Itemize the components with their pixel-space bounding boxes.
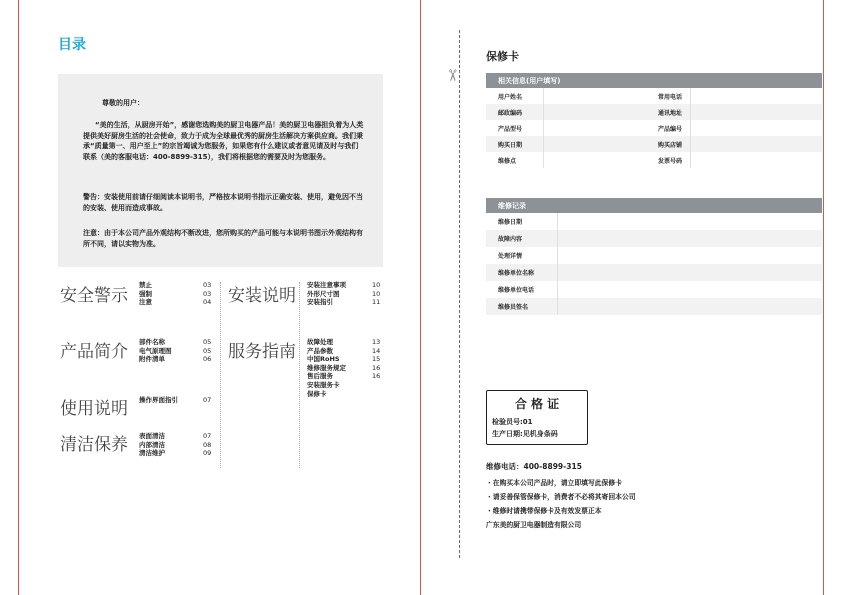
field-value[interactable]	[691, 88, 823, 104]
toc-item[interactable]: 安装注意事项	[307, 281, 346, 289]
field-value[interactable]	[558, 298, 823, 315]
note-item: ・在购买本公司产品时，请立即填写此保修卡	[486, 479, 622, 487]
toc-item[interactable]: 表面清洁	[139, 432, 165, 440]
page-number: 09	[203, 449, 212, 458]
toc-title: 目录	[58, 37, 86, 53]
section-title: 安装说明	[228, 286, 296, 306]
toc-item[interactable]: 部件名称	[139, 338, 165, 346]
page-number: 03	[203, 289, 212, 298]
field-label: 购买日期	[486, 136, 544, 152]
page-number: 11	[372, 298, 381, 307]
toc-item[interactable]: 操作界面指引	[139, 396, 178, 404]
intro-greeting: 尊敬的用户：	[102, 99, 144, 107]
field-value[interactable]	[558, 264, 823, 281]
toc-item[interactable]: 内部清洁	[139, 440, 165, 449]
field-label: 购买店铺	[646, 136, 691, 152]
page-border-right	[823, 0, 824, 595]
section-items	[139, 338, 172, 364]
page-number: 10	[372, 281, 381, 289]
page-number: 16	[372, 363, 381, 372]
intro-box	[58, 74, 383, 267]
hotline: 维修电话：400-8899-315	[486, 462, 582, 471]
company-name: 广东美的厨卫电器制造有限公司	[486, 521, 582, 529]
field-value[interactable]	[691, 120, 823, 136]
section-title: 使用说明	[60, 399, 128, 419]
page-number: 07	[203, 432, 212, 440]
toc-item[interactable]: 附件清单	[139, 355, 165, 364]
toc-item[interactable]: 电气原理图	[139, 346, 172, 355]
field-value[interactable]	[544, 120, 647, 136]
section-items	[307, 281, 346, 307]
field-label: 处理详情	[498, 253, 523, 260]
info-table	[486, 73, 822, 168]
page-border-center	[420, 0, 421, 595]
toc-divider	[220, 282, 221, 468]
page-number: 06	[203, 355, 212, 364]
note-item: ・请妥善保管保修卡，消费者不必将其寄回本公司	[486, 493, 636, 501]
toc-item[interactable]: 注意	[139, 298, 152, 307]
repair-header: 维修记录	[486, 198, 822, 213]
page-number: 05	[203, 346, 212, 355]
page-number: 15	[372, 355, 381, 364]
section-title: 服务指南	[228, 342, 296, 362]
page-number: 14	[372, 346, 381, 355]
field-label: 产品型号	[498, 125, 523, 133]
toc-item[interactable]: 强制	[139, 289, 152, 298]
page-number: 16	[372, 372, 381, 381]
field-label: 邮政编码	[486, 104, 544, 120]
toc-item[interactable]: 禁止	[139, 281, 152, 289]
info-header: 相关信息(用户填写)	[486, 73, 822, 88]
intro-warning: 警告：安装使用前请仔细阅读本说明书，严格按本说明书指示正确安装、使用，避免因不当的安装、使用而造成事故。	[83, 193, 363, 212]
warranty-title: 保修卡	[486, 50, 519, 63]
section-items	[307, 338, 346, 398]
section-pages	[372, 338, 380, 381]
field-label: 用户姓名	[498, 93, 523, 101]
toc-item[interactable]: 中国RoHS	[307, 355, 340, 364]
warranty-notes	[486, 460, 636, 532]
toc-item[interactable]: 产品参数	[307, 346, 333, 355]
field-label: 故障内容	[486, 230, 558, 247]
section-pages	[203, 338, 211, 364]
field-value[interactable]	[544, 152, 647, 168]
page-number: 08	[203, 440, 212, 449]
section-items	[139, 432, 165, 458]
field-value[interactable]	[544, 104, 647, 120]
toc-item[interactable]: 安装指引	[307, 298, 333, 307]
toc-item[interactable]: 清洁维护	[139, 449, 165, 458]
field-value[interactable]	[558, 247, 823, 264]
field-value[interactable]	[691, 152, 823, 168]
field-label: 产品编号	[658, 125, 683, 133]
toc-divider	[299, 282, 300, 468]
field-value[interactable]	[544, 88, 647, 104]
toc-item[interactable]: 故障处理	[307, 338, 333, 346]
intro-body: “美的生活，从厨房开始”，感谢您选购美的厨卫电器产品！美的厨卫电器担负着为人类提供美好厨房生活的社会使命，致力于成为全球最优秀的厨房生活解决方案供应商。我们秉承“质量第一、用户至上”的宗旨竭诚为您服务，如果您有什么建议或者意见请及时与我们联系（美的客服电话：400-8899-315），我们将根据您的需要及时为您服务。	[83, 121, 364, 161]
scissors-icon: ✂	[443, 68, 463, 83]
field-label: 维修点	[498, 157, 517, 165]
page-number: 07	[203, 396, 212, 404]
intro-notice: 注意：由于本公司产品外观结构不断改进，您所购买的产品可能与本说明书图示外观结构有所不同，请以实物为准。	[83, 229, 363, 248]
repair-table	[486, 198, 822, 315]
field-value[interactable]	[691, 104, 823, 120]
certificate-title: 合 格 证	[514, 397, 560, 411]
section-pages	[203, 432, 211, 458]
field-value[interactable]	[558, 213, 823, 230]
page-number: 13	[372, 338, 381, 346]
toc-item[interactable]: 外形尺寸图	[307, 289, 340, 298]
field-value[interactable]	[558, 281, 823, 298]
field-label: 维修单位名称	[486, 264, 558, 281]
section-pages	[203, 396, 211, 405]
note-item: ・维修时请携带保修卡及有效发票正本	[486, 507, 602, 515]
page-number: 05	[203, 338, 212, 346]
toc-item[interactable]: 保修卡	[307, 389, 327, 398]
field-label: 维修日期	[498, 219, 523, 226]
page-number: 03	[203, 281, 212, 289]
section-pages	[203, 281, 211, 307]
section-title: 安全警示	[60, 286, 128, 306]
section-items	[139, 281, 152, 307]
section-items	[139, 396, 178, 405]
inspector-number: 检验员号:01	[492, 418, 533, 426]
section-pages	[372, 281, 380, 307]
field-value[interactable]	[558, 230, 823, 247]
field-value[interactable]	[691, 136, 823, 152]
page-number: 10	[372, 289, 381, 298]
cut-line	[459, 30, 460, 558]
field-value[interactable]	[544, 136, 647, 152]
field-label: 发票号码	[658, 157, 683, 165]
page-border-left	[18, 0, 19, 595]
field-label: 通讯地址	[646, 104, 691, 120]
toc-item[interactable]: 维修服务规定	[307, 363, 346, 372]
section-title: 产品简介	[60, 342, 128, 362]
page-number: 04	[203, 298, 212, 307]
certificate-box	[486, 390, 588, 445]
section-title: 清洁保养	[60, 435, 128, 455]
toc-item[interactable]: 安装服务卡	[307, 380, 340, 389]
field-label: 常用电话	[658, 93, 683, 101]
field-label: 维修员签名	[486, 298, 558, 315]
production-date: 生产日期:见机身条码	[492, 430, 558, 438]
field-label: 维修单位电话	[498, 287, 535, 294]
toc-item[interactable]: 售后服务	[307, 372, 333, 381]
